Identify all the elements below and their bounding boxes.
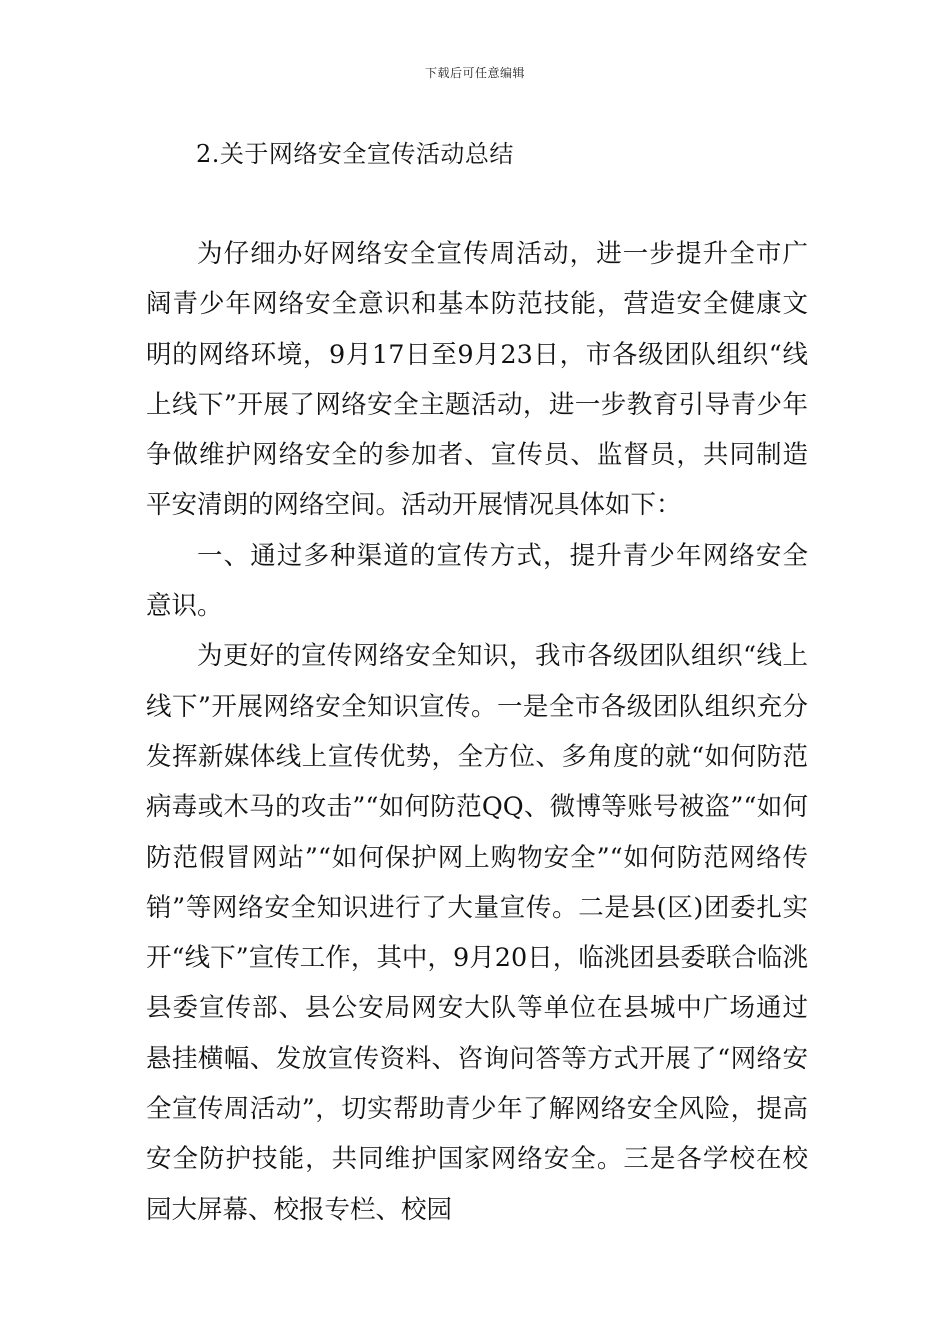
paragraph-details: 为更好的宣传网络安全知识，我市各级团队组织“线上线下”开展网络安全知识宣传。一是全市各级团队组织充分发挥新媒体线上宣传优势，全方位、多角度的就“如何防范病毒或木马的攻击”“如何防范QQ、微博等账号被盗”“如何防范假冒网站”“如何保护网上购物安全”“如何防范网络传销”等网络安全知识进行了大量宣传。二是县(区)团委扎实开“线下”宣传工作，其中，9月20日，临洮团县委联合临洮县委宣传部、县公安局网安大队等单位在县城中广场通过悬挂横幅、发放宣传资料、咨询问答等方式开展了“网络安全宣传周活动”，切实帮助青少年了解网络安全风险，提高安全防护技能，共同维护国家网络安全。三是各学校在校园大屏幕、校报专栏、校园 [146,641,808,1225]
document-title: 2.关于网络安全宣传活动总结 [196,140,514,168]
paragraph-section-heading: 一、通过多种渠道的宣传方式，提升青少年网络安全意识。 [146,540,808,622]
document-body [146,229,808,1235]
paragraph-intro: 为仔细办好网络安全宣传周活动，进一步提升全市广阔青少年网络安全意识和基本防范技能，营造安全健康文明的网络环境，9月17日至9月23日，市各级团队组织“线上线下”开展了网络安全主题活动，进一步教育引导青少年争做维护网络安全的参加者、宣传员、监督员，共同制造平安清朗的网络空间。活动开展情况具体如下： [146,239,808,521]
header-note: 下载后可任意编辑 [424,66,525,80]
